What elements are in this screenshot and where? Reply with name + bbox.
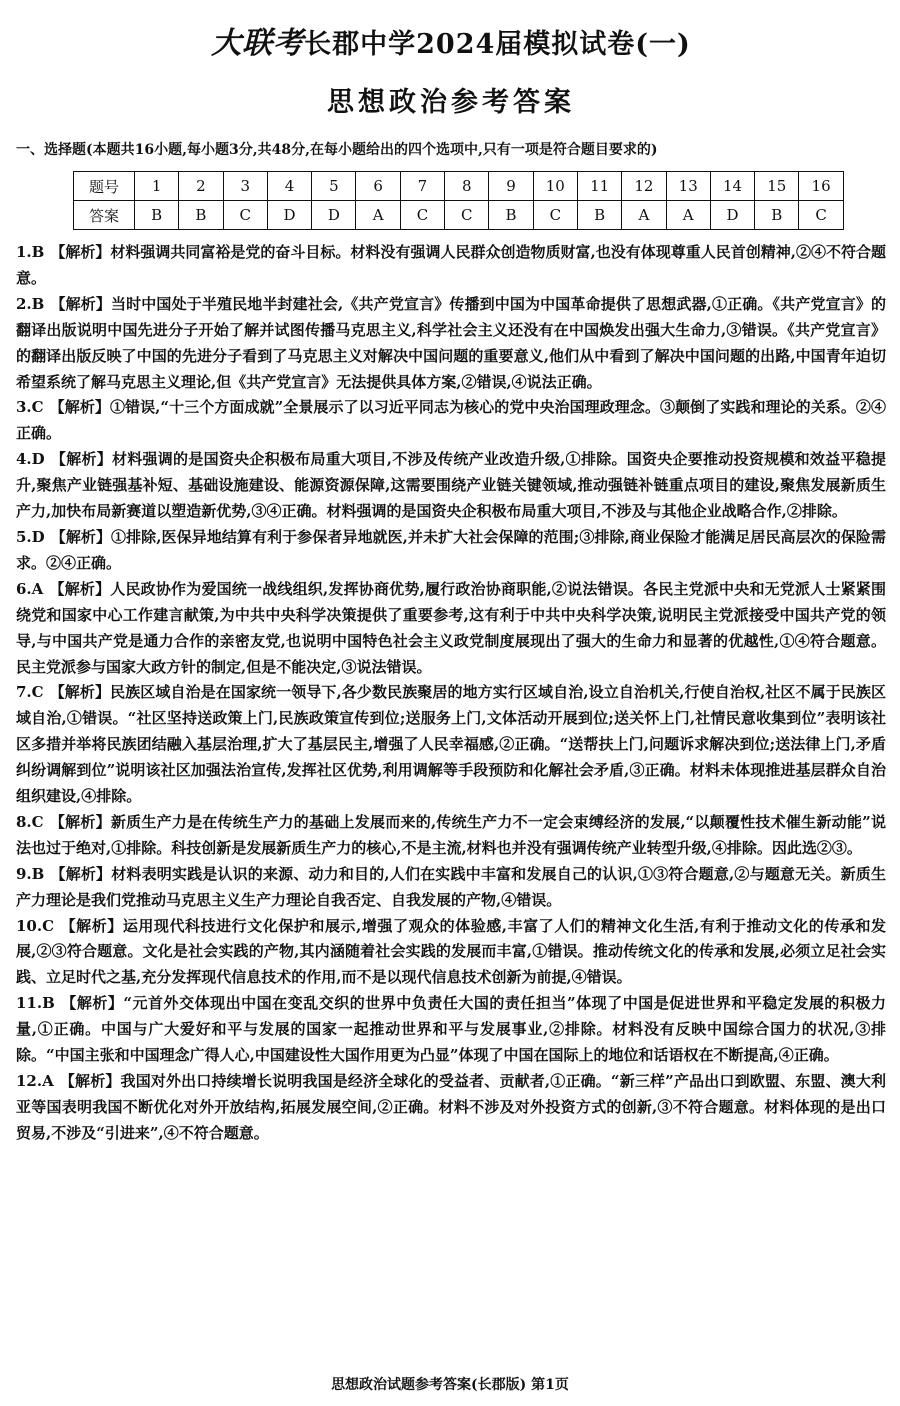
analysis-tag: 【解析】: [59, 1072, 121, 1090]
row-label-number: 题号: [74, 172, 135, 201]
analysis-tag: 【解析】: [49, 398, 110, 417]
explanation-list: [16, 240, 886, 1147]
item-number: 2.B: [16, 294, 45, 313]
explanation-item: [16, 680, 886, 810]
analysis-tag: 【解析】: [60, 994, 124, 1013]
header: [16, 0, 886, 61]
answer-cell: C: [533, 201, 577, 230]
question-number: 15: [755, 172, 799, 201]
explanation-item: [16, 862, 886, 914]
question-number: 5: [312, 172, 356, 201]
explanation-item: [16, 447, 886, 525]
page-subtitle: 思想政治参考答案: [327, 87, 575, 118]
answer-cell: B: [577, 201, 621, 230]
question-number: 2: [179, 172, 223, 201]
analysis-tag: 【解析】: [50, 527, 112, 546]
answer-cell: A: [622, 201, 666, 230]
item-number: 4.D: [16, 450, 45, 469]
item-number: 6.A: [16, 579, 44, 598]
answer-cell: B: [135, 201, 179, 230]
answer-cell: D: [267, 201, 311, 230]
item-text: 材料表明实践是认识的来源、动力和目的,人们在实践中丰富和发展自己的认识,①③符合题意,②与题意无关。新质生产力理论是我们党推动马克思主义生产力理论自我否定、自我发展的产物,④错误。: [16, 864, 886, 909]
item-text: 运用现代科技进行文化保护和展示,增强了观众的体验感,丰富了人们的精神文化生活,有利于推动文化的传承和发展,②③符合题意。文化是社会实践的产物,其内涵随着社会实践的发展而丰富,①错误。推动传统文化的传承和发展,必须立足社会实践、立足时代之基,充分发挥现代信息技术的作用,而不是以现代信息技术创新为前提,④错误。: [16, 916, 886, 987]
question-number: 11: [577, 172, 621, 201]
answer-cell: B: [755, 201, 799, 230]
analysis-tag: 【解析】: [50, 243, 111, 261]
item-text: 材料强调共同富裕是党的奋斗目标。材料没有强调人民群众创造物质财富,也没有体现尊重人民首创精神,②④不符合题意。: [16, 243, 886, 287]
answer-cell: B: [489, 201, 533, 230]
item-number: 5.D: [16, 527, 45, 546]
item-number: 3.C: [16, 398, 44, 417]
answer-cell: D: [312, 201, 356, 230]
row-label-answer: 答案: [74, 201, 135, 230]
page-footer: 思想政治试题参考答案(长郡版) 第1页: [331, 1377, 569, 1393]
answer-cell: C: [400, 201, 444, 230]
answer-cell: D: [710, 201, 754, 230]
item-text: 当时中国处于半殖民地半封建社会,《共产党宣言》传播到中国为中国革命提供了思想武器,①正确。《共产党宣言》的翻译出版说明中国先进分子开始了解并试图传播马克思主义,科学社会主义还没有在中国焕发出强大生命力,③错误。《共产党宣言》的翻译出版反映了中国的先进分子看到了马克思主义对解决中国问题的重要意义,他们从中看到了解决中国问题的出路,中国青年迫切希望系统了解马克思主义理论,但《共产党宣言》无法提供具体方案,②错误,④说法正确。: [16, 294, 886, 391]
item-number: 11.B: [16, 994, 55, 1013]
question-number: 1: [135, 172, 179, 201]
answer-cell: C: [445, 201, 489, 230]
analysis-tag: 【解析】: [50, 294, 112, 313]
analysis-tag: 【解析】: [60, 916, 123, 935]
item-text: ①排除,医保异地结算有利于参保者异地就医,并未扩大社会保障的范围;③排除,商业保险才能满足居民高层次的保险需求。②④正确。: [16, 527, 886, 572]
item-number: 9.B: [16, 864, 45, 883]
analysis-tag: 【解析】: [49, 683, 111, 702]
question-number: 6: [356, 172, 400, 201]
item-text: 新质生产力是在传统生产力的基础上发展而来的,传统生产力不一定会束缚经济的发展,“以颠覆性技术催生新动能”说法也过于绝对,①排除。科技创新是发展新质生产力的核心,不是主流,材料也并没有强调传统产业转型升级,④排除。因此选②③。: [16, 812, 886, 857]
answer-cell: C: [223, 201, 267, 230]
explanation-item: [16, 577, 886, 681]
question-number: 13: [666, 172, 710, 201]
question-number: 12: [622, 172, 666, 201]
explanation-item: [16, 292, 886, 396]
explanation-item: [16, 525, 886, 577]
item-number: 12.A: [16, 1072, 54, 1090]
question-number: 3: [223, 172, 267, 201]
item-text: 人民政协作为爱国统一战线组织,发挥协商优势,履行政治协商职能,②说法错误。各民主党派中央和无党派人士紧紧围绕党和国家中心工作建言献策,为中共中央科学决策提供了重要参考,这有利于中共中央科学决策,说明民主党派接受中国共产党的领导,与中国共产党是通力合作的亲密友党,也说明中国特色社会主义政党制度展现出了强大的生命力和显著的优越性,①④符合题意。民主党派参与国家大政方针的制定,但是不能决定,③说法错误。: [16, 579, 886, 676]
question-number: 10: [533, 172, 577, 201]
question-number-row: [74, 172, 844, 201]
explanation-item: [16, 991, 886, 1069]
analysis-tag: 【解析】: [49, 812, 111, 831]
section-heading: 一、选择题(本题共16小题,每小题3分,共48分,在每小题给出的四个选项中,只有一项是符合题目要求的): [16, 142, 658, 158]
item-text: “元首外交体现出中国在变乱交织的世界中负责任大国的责任担当”体现了中国是促进世界和平稳定发展的积极力量,①正确。中国与广大爱好和平与发展的国家一起推动世界和平与发展事业,②排除。材料没有反映中国综合国力的状况,③排除。“中国主张和中国理念广得人心,中国建设性大国作用更为凸显”体现了中国在国际上的地位和话语权在不断提高,④正确。: [16, 994, 886, 1065]
item-number: 8.C: [16, 812, 44, 831]
answer-cell: A: [666, 201, 710, 230]
exam-title: 长郡中学2024届模拟试卷(一): [304, 29, 691, 60]
answer-cell: A: [356, 201, 400, 230]
item-number: 7.C: [16, 683, 44, 702]
analysis-tag: 【解析】: [50, 450, 112, 469]
item-text: ①错误,“十三个方面成就”全景展示了以习近平同志为核心的党中央治国理政理念。③颠倒了实践和理论的关系。②④正确。: [16, 398, 886, 443]
explanation-item: [16, 810, 886, 862]
item-text: 我国对外出口持续增长说明我国是经济全球化的受益者、贡献者,①正确。“新三样”产品出口到欧盟、东盟、澳大利亚等国表明我国不断优化对外开放结构,拓展发展空间,②正确。材料不涉及对外投资方式的创新,③不符合题意。材料体现的是出口贸易,不涉及“引进来”,④不符合题意。: [16, 1072, 886, 1142]
explanation-item: [16, 240, 886, 292]
item-number: 1.B: [16, 243, 45, 261]
explanation-item: [16, 1069, 886, 1147]
item-text: 民族区域自治是在国家统一领导下,各少数民族聚居的地方实行区域自治,设立自治机关,行使自治权,社区不属于民族区域自治,①错误。“社区坚持送政策上门,民族政策宣传到位;送服务上门,文体活动开展到位;送关怀上门,社情民意收集到位”表明该社区多措并举将民族团结融入基层治理,扩大了基层民主,增强了人民幸福感,②正确。“送帮扶上门,问题诉求解决到位;送法律上门,矛盾纠纷调解到位”说明该社区加强法治宣传,发挥社区优势,利用调解等手段预防和化解社会矛盾,③正确。材料未体现推进基层群众自治组织建设,④排除。: [16, 683, 886, 806]
question-number: 14: [710, 172, 754, 201]
explanation-item: [16, 914, 886, 992]
answer-table: [73, 171, 844, 230]
analysis-tag: 【解析】: [50, 864, 112, 883]
question-number: 16: [799, 172, 843, 201]
question-number: 7: [400, 172, 444, 201]
answer-row: [74, 201, 844, 230]
question-number: 4: [267, 172, 311, 201]
question-number: 8: [445, 172, 489, 201]
brand-logo-text: 大联考: [211, 26, 305, 61]
item-text: 材料强调的是国资央企积极布局重大项目,不涉及传统产业改造升级,①排除。国资央企要推动投资规模和效益平稳提升,聚焦产业链强基补短、基础设施建设、能源资源保障,这需要围绕产业链关键领域,推动强链补链重点项目的建设,聚焦发展新质生产力,加快布局新赛道以塑造新优势,③④正确。材料强调的是国资央企积极布局重大项目,不涉及与其他企业战略合作,②排除。: [16, 450, 886, 521]
answer-cell: B: [179, 201, 223, 230]
question-number: 9: [489, 172, 533, 201]
analysis-tag: 【解析】: [49, 579, 111, 598]
answer-cell: C: [799, 201, 843, 230]
explanation-item: [16, 395, 886, 447]
item-number: 10.C: [16, 916, 55, 935]
